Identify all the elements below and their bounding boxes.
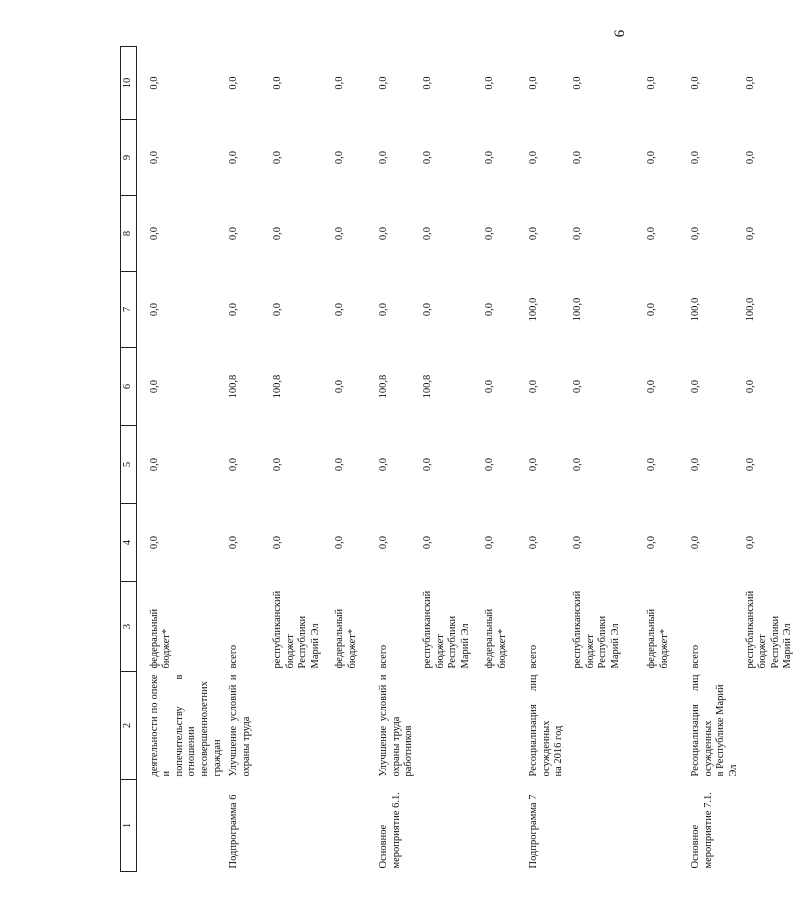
value-cell: 0,0 (484, 457, 496, 472)
value-cell: 0,0 (378, 150, 390, 165)
value-cell: 0,0 (422, 457, 434, 472)
value-cell: 0,0 (148, 457, 160, 472)
name-line: Ресоциализация лиц (528, 674, 540, 777)
value-cell: 0,0 (422, 226, 434, 241)
table-row (482, 47, 526, 872)
value-cell: 0,0 (228, 302, 240, 317)
value-cell: 0,0 (572, 150, 584, 165)
source-cell: федеральный бюджет* (646, 608, 670, 669)
value-cell: 0,0 (334, 302, 346, 317)
source-cell: республиканский бюджет Республики Марий Эл (572, 590, 621, 669)
name-line: осужденных (702, 720, 714, 777)
source-cell: всего (378, 644, 390, 669)
name-line: попечительству в отношении (173, 674, 198, 777)
table-body (121, 47, 803, 872)
value-cell: 0,0 (646, 457, 658, 472)
table-row (644, 47, 688, 872)
value-cell: 0,0 (228, 226, 240, 241)
column-number-5: 5 (121, 426, 137, 504)
value-cell: 0,0 (378, 226, 390, 241)
column-number-2: 2 (121, 672, 137, 780)
value-cell: 0,0 (378, 302, 390, 317)
name-cell (270, 672, 332, 780)
source-cell: всего (228, 644, 240, 669)
value-cell: 0,0 (422, 76, 434, 90)
value-cell: 0,0 (422, 150, 434, 165)
value-cell: 0,0 (744, 457, 756, 472)
value-cell: 0,0 (528, 226, 540, 241)
value-cell: 100,0 (690, 297, 702, 322)
name-line: Улучшение условий и (228, 674, 240, 777)
column-number-row (121, 47, 137, 872)
program-cell (644, 780, 688, 872)
value-cell: 0,0 (744, 226, 756, 241)
program-cell (743, 780, 803, 872)
table-row (743, 47, 803, 872)
name-cell (420, 672, 482, 780)
value-cell: 0,0 (528, 457, 540, 472)
value-cell: 0,0 (422, 535, 434, 550)
column-number-6: 6 (121, 348, 137, 426)
value-cell: 0,0 (690, 379, 702, 394)
program-cell (270, 780, 332, 872)
name-line: осужденных (540, 720, 552, 777)
name-line: Улучшение условий и (378, 674, 390, 777)
value-cell: 0,0 (744, 379, 756, 394)
name-cell (526, 672, 570, 780)
value-cell: 0,0 (572, 76, 584, 90)
source-cell: федеральный бюджет* (484, 608, 508, 669)
value-cell: 0,0 (744, 150, 756, 165)
value-cell: 0,0 (334, 457, 346, 472)
column-number-3: 3 (121, 582, 137, 672)
table-row (332, 47, 376, 872)
program-cell (570, 780, 644, 872)
value-cell: 0,0 (334, 226, 346, 241)
source-cell: всего (528, 644, 540, 669)
value-cell: 0,0 (528, 535, 540, 550)
name-cell (376, 672, 420, 780)
value-cell: 0,0 (646, 150, 658, 165)
header-gap (136, 47, 147, 872)
table-row (226, 47, 270, 872)
source-cell: всего (690, 644, 702, 669)
value-cell: 0,0 (528, 379, 540, 394)
name-line: несовершеннолетних граждан (198, 681, 223, 777)
name-line: в Республике Марий Эл (715, 684, 739, 777)
value-cell: 100,8 (272, 374, 284, 399)
value-cell: 0,0 (378, 457, 390, 472)
value-cell: 0,0 (422, 302, 434, 317)
page-number: 9 (610, 29, 627, 38)
table-row (376, 47, 420, 872)
name-cell (688, 672, 742, 780)
value-cell: 0,0 (334, 150, 346, 165)
column-number-7: 7 (121, 272, 137, 348)
value-cell: 0,0 (148, 379, 160, 394)
value-cell: 0,0 (690, 226, 702, 241)
column-number-8: 8 (121, 196, 137, 272)
value-cell: 0,0 (690, 76, 702, 90)
value-cell: 0,0 (690, 535, 702, 550)
name-line: Ресоциализация лиц (690, 674, 702, 777)
value-cell: 0,0 (334, 535, 346, 550)
value-cell: 0,0 (484, 150, 496, 165)
value-cell: 0,0 (484, 535, 496, 550)
value-cell: 0,0 (272, 150, 284, 165)
value-cell: 0,0 (572, 226, 584, 241)
budget-table (120, 46, 803, 872)
value-cell: 0,0 (148, 150, 160, 165)
name-cell (147, 672, 227, 780)
rotated-table-frame (120, 47, 794, 872)
table-row (688, 47, 742, 872)
column-number-4: 4 (121, 504, 137, 582)
program-cell (420, 780, 482, 872)
value-cell: 0,0 (484, 379, 496, 394)
table-row (526, 47, 570, 872)
value-cell: 0,0 (272, 226, 284, 241)
value-cell: 0,0 (228, 457, 240, 472)
value-cell: 0,0 (646, 226, 658, 241)
program-cell: Подпрограмма 7 (528, 794, 540, 869)
value-cell: 0,0 (572, 457, 584, 472)
value-cell: 0,0 (378, 535, 390, 550)
value-cell: 0,0 (484, 302, 496, 317)
value-cell: 0,0 (378, 76, 390, 90)
value-cell: 0,0 (272, 76, 284, 90)
value-cell: 100,8 (378, 374, 390, 399)
value-cell: 0,0 (572, 379, 584, 394)
table-row (570, 47, 644, 872)
program-cell (332, 780, 376, 872)
program-cell (147, 780, 227, 872)
table-row (420, 47, 482, 872)
name-line: охраны труда (240, 716, 252, 777)
program-cell: Основное мероприятие 7.1. (690, 792, 714, 869)
name-cell (482, 672, 526, 780)
program-cell (482, 780, 526, 872)
source-cell: республиканский бюджет Республики Марий Эл (744, 590, 794, 669)
value-cell: 0,0 (690, 150, 702, 165)
value-cell: 0,0 (228, 150, 240, 165)
value-cell: 0,0 (272, 457, 284, 472)
name-cell (644, 672, 688, 780)
value-cell: 100,8 (228, 374, 240, 399)
name-cell (570, 672, 644, 780)
value-cell: 0,0 (228, 535, 240, 550)
value-cell: 0,0 (148, 76, 160, 90)
source-cell: федеральный бюджет* (334, 608, 358, 669)
value-cell: 0,0 (272, 535, 284, 550)
value-cell: 0,0 (148, 226, 160, 241)
value-cell: 0,0 (334, 76, 346, 90)
value-cell: 0,0 (744, 76, 756, 90)
value-cell: 0,0 (272, 302, 284, 317)
value-cell: 0,0 (148, 302, 160, 317)
name-cell (332, 672, 376, 780)
value-cell: 100,0 (528, 297, 540, 322)
name-line: на 2016 год (553, 725, 565, 777)
table-row (147, 47, 227, 872)
name-cell (226, 672, 270, 780)
value-cell: 100,0 (572, 297, 584, 322)
column-number-1: 1 (121, 780, 137, 872)
value-cell: 0,0 (484, 76, 496, 90)
value-cell: 0,0 (528, 150, 540, 165)
value-cell: 100,0 (744, 297, 756, 322)
value-cell: 0,0 (528, 76, 540, 90)
value-cell: 0,0 (646, 379, 658, 394)
column-number-10: 10 (121, 47, 137, 120)
value-cell: 0,0 (646, 535, 658, 550)
value-cell: 100,8 (422, 374, 434, 399)
value-cell: 0,0 (690, 457, 702, 472)
column-number-9: 9 (121, 120, 137, 196)
name-line: деятельности по опеке и (148, 674, 173, 777)
value-cell: 0,0 (572, 535, 584, 550)
value-cell: 0,0 (744, 535, 756, 550)
program-cell: Подпрограмма 6 (228, 794, 240, 869)
value-cell: 0,0 (148, 535, 160, 550)
table-row (270, 47, 332, 872)
value-cell: 0,0 (646, 302, 658, 317)
value-cell: 0,0 (334, 379, 346, 394)
value-cell: 0,0 (646, 76, 658, 90)
name-line: охраны труда работников (390, 716, 415, 777)
value-cell: 0,0 (228, 76, 240, 90)
value-cell: 0,0 (484, 226, 496, 241)
source-cell: федеральный бюджет* (148, 608, 173, 669)
source-cell: республиканский бюджет Республики Марий Эл (422, 590, 471, 669)
program-cell: Основное мероприятие 6.1. (378, 792, 402, 869)
name-cell (743, 672, 803, 780)
source-cell: республиканский бюджет Республики Марий Эл (272, 590, 321, 669)
